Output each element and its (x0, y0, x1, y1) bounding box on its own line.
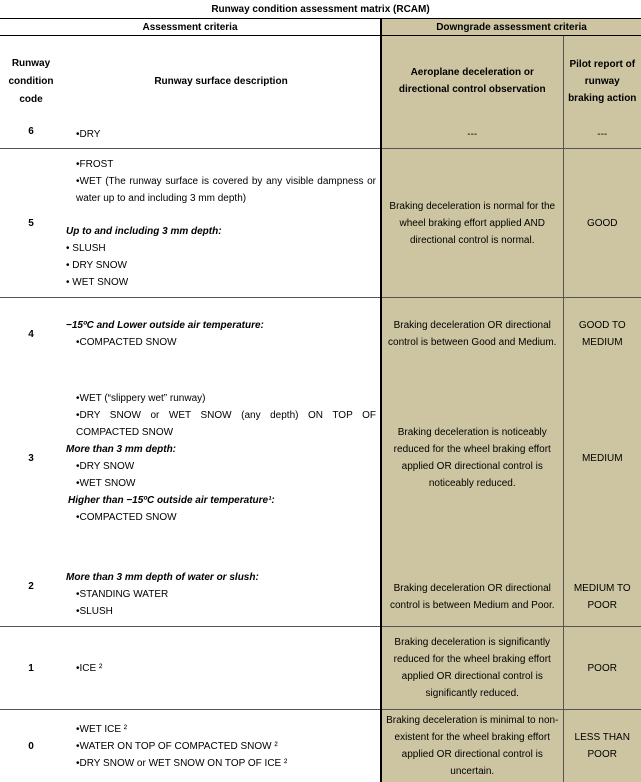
list-item: • WET ICE ² (66, 721, 376, 738)
surface-header: Runway surface description (62, 36, 381, 127)
list-item: • STANDING WATER (66, 586, 376, 603)
downgrade-criteria-header: Downgrade assessment criteria (381, 19, 641, 36)
assessment-criteria-header: Assessment criteria (0, 19, 381, 36)
pilot-3: MEDIUM (563, 370, 641, 546)
list-item: • SLUSH (66, 240, 376, 257)
code-1: 1 (0, 627, 62, 710)
subheading: Higher than −15ºC outside air temperature¹: (66, 492, 376, 509)
code-header: Runway condition code (0, 36, 62, 127)
code-4: 4 (0, 298, 62, 371)
pilot-4: GOOD TO MEDIUM (563, 298, 641, 371)
list-item: • WET SNOW (66, 274, 376, 291)
code-3: 3 (0, 370, 62, 546)
pilot-5: GOOD (563, 149, 641, 298)
decel-header: Aeroplane deceleration or directional control observation (381, 36, 563, 127)
table-title: Runway condition assessment matrix (RCAM) (0, 0, 641, 19)
subheading: −15ºC and Lower outside air temperature: (66, 317, 376, 334)
decel-2: Braking deceleration OR directional control is between Medium and Poor. (381, 546, 563, 627)
list-item: • WET (The runway surface is covered by any visible dampness or water up to and including 3 mm depth) (66, 173, 376, 207)
list-item: • DRY SNOW or WET SNOW (any depth) ON TOP OF COMPACTED SNOW (66, 407, 376, 441)
code-2: 2 (0, 546, 62, 627)
subheading: More than 3 mm depth: (66, 441, 376, 458)
list-item: • WET SNOW (66, 475, 376, 492)
pilot-0: LESS THAN POOR (563, 710, 641, 782)
list-item: • WET (“slippery wet” runway) (66, 390, 376, 407)
list-item: • ICE ² (66, 660, 376, 677)
pilot-header: Pilot report of runway braking action (563, 36, 641, 127)
code-0: 0 (0, 710, 62, 782)
subheading: More than 3 mm depth of water or slush: (66, 569, 376, 586)
decel-1: Braking deceleration is significantly reduced for the wheel braking effort applied OR directional control is significantly reduced. (381, 627, 563, 710)
list-item: • DRY (66, 126, 376, 143)
pilot-2: MEDIUM TO POOR (563, 546, 641, 627)
decel-4: Braking deceleration OR directional control is between Good and Medium. (381, 298, 563, 371)
list-item: • DRY SNOW or WET SNOW ON TOP OF ICE ² (66, 755, 376, 772)
subheading: Up to and including 3 mm depth: (66, 223, 376, 240)
pilot-6: --- (563, 126, 641, 149)
decel-3: Braking deceleration is noticeably reduced for the wheel braking effort applied OR directional control is noticeably reduced. (381, 370, 563, 546)
decel-6: --- (381, 126, 563, 149)
list-item: • COMPACTED SNOW (66, 509, 376, 526)
code-5: 5 (0, 149, 62, 298)
code-6: 6 (0, 126, 62, 149)
list-item: • SLUSH (66, 603, 376, 620)
list-item: • FROST (66, 156, 376, 173)
list-item: • COMPACTED SNOW (66, 334, 376, 351)
decel-5: Braking deceleration is normal for the wheel braking effort applied AND directional control is normal. (381, 149, 563, 298)
list-item: • DRY SNOW (66, 458, 376, 475)
list-item: • DRY SNOW (66, 257, 376, 274)
list-item: • WATER ON TOP OF COMPACTED SNOW ² (66, 738, 376, 755)
decel-0: Braking deceleration is minimal to non-existent for the wheel braking effort applied OR directional control is uncertain. (381, 710, 563, 782)
pilot-1: POOR (563, 627, 641, 710)
